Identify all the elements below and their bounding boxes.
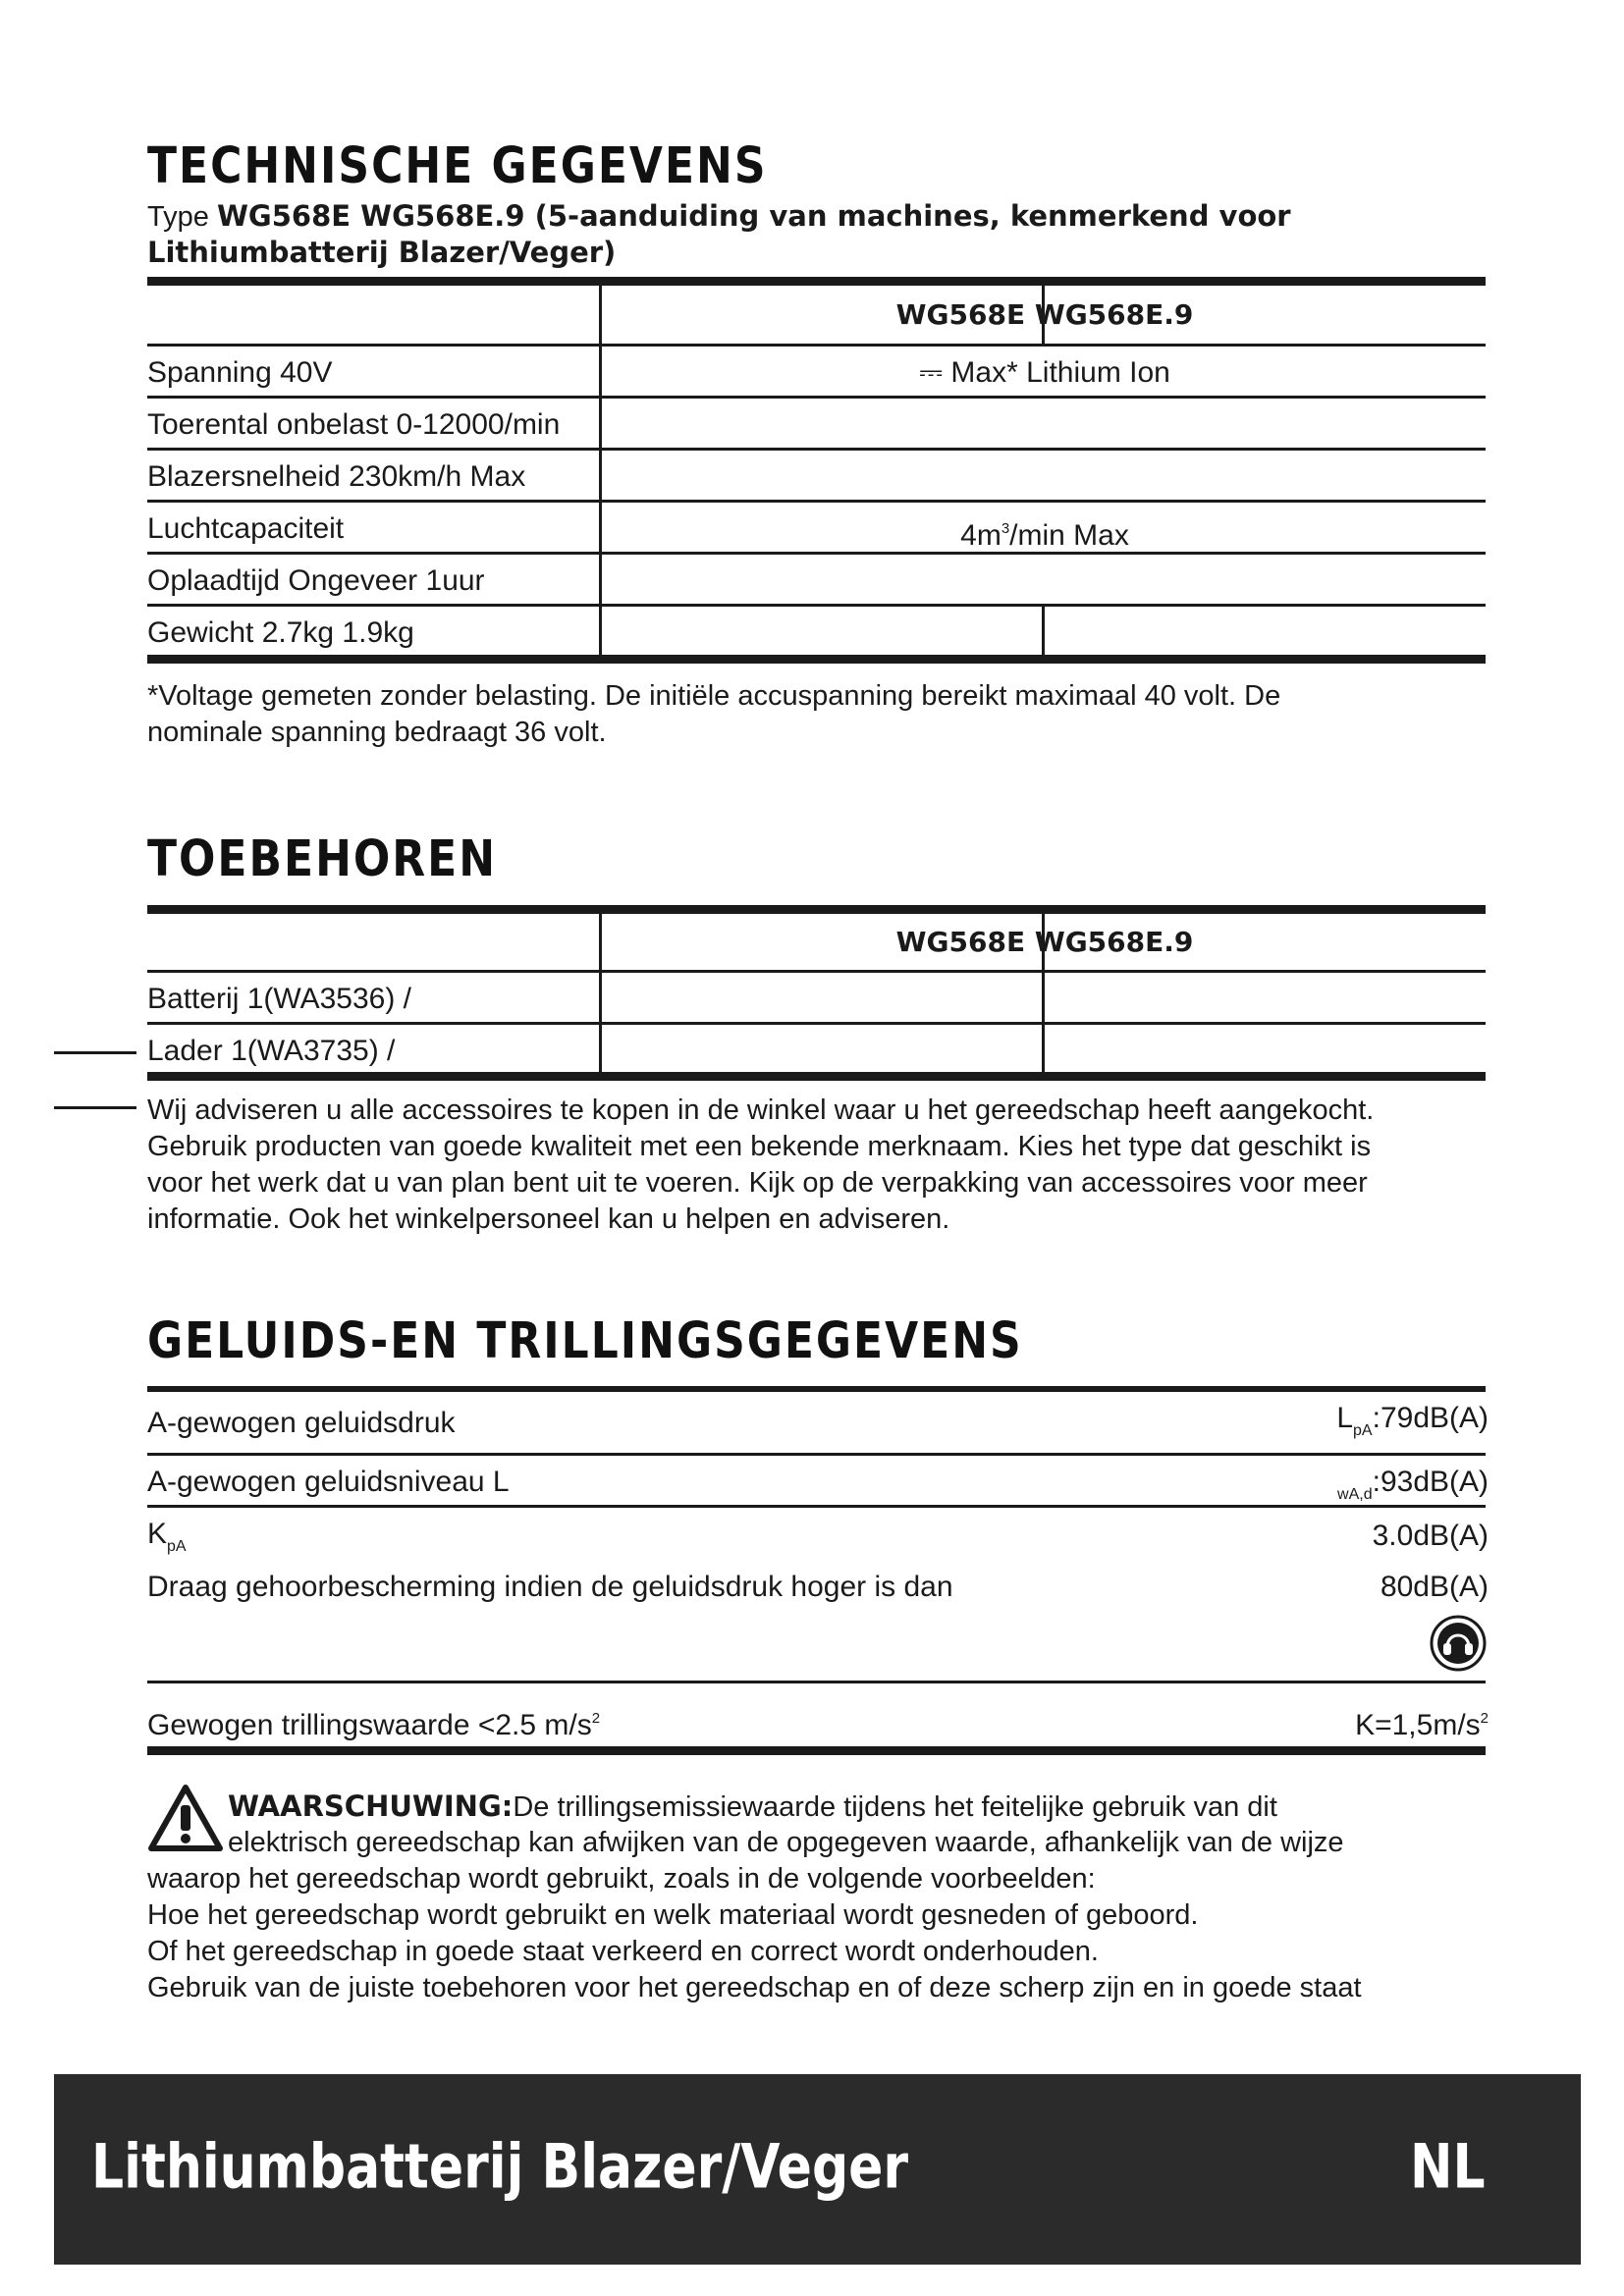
tech-row-label: Oplaadtijd Ongeveer 1uur (147, 564, 485, 597)
value-tail: :79dB(A) (1372, 1402, 1489, 1434)
table-bottom-rule (147, 1746, 1486, 1755)
warning-line-2: elektrisch gereedschap kan afwijken van de opgegeven waarde, afhankelijk van de wijze (228, 1827, 1344, 1858)
section-heading-technical: TECHNISCHE GEGEVENS (147, 137, 768, 195)
warning-line-1 (228, 1789, 1277, 1826)
label-sub: pA (167, 1538, 187, 1555)
ear-protection-icon (1429, 1614, 1488, 1673)
tech-table-header: WG568E WG568E.9 (895, 298, 1194, 331)
accessories-table-header: WG568E WG568E.9 (895, 926, 1194, 958)
value-tail: :93dB(A) (1372, 1466, 1489, 1498)
noise-row-value (1080, 1401, 1489, 1449)
warning-line-4: Hoe het gereedschap wordt gebruikt en welk materiaal wordt gesneden of geboord. (147, 1899, 1199, 1931)
row-rule (147, 500, 1486, 503)
warning-line-1-text: De trillingsemissiewaarde tijdens het feitelijke gebruik van dit (513, 1791, 1277, 1823)
warning-line-6: Gebruik van de juiste toebehoren voor het gereedschap en of deze scherp zijn en in goede staat (147, 1972, 1362, 2003)
vibration-value-text: K=1,5m/s (1355, 1709, 1481, 1741)
vibration-value-sup: 2 (1480, 1710, 1489, 1727)
noise-row-value: 3.0dB(A) (1372, 1520, 1489, 1552)
row-rule (147, 970, 1486, 973)
section-heading-noise: GELUIDS-EN TRILLINGSGEGEVENS (147, 1312, 1023, 1370)
table-top-rule (147, 905, 1486, 914)
accessories-para-3: voor het werk dat u van plan bent uit te voeren. Kijk op de verpakking van accessoires voor meer (147, 1167, 1368, 1199)
type-line (147, 198, 1291, 236)
value-sup: 3 (1001, 520, 1010, 537)
table-bottom-rule (147, 655, 1486, 664)
tech-row-label: Luchtcapaciteit (147, 512, 345, 545)
table-bottom-rule (147, 1072, 1486, 1081)
value-main: 4m (960, 519, 1001, 552)
table-top-rule (147, 1386, 1486, 1392)
row-rule (147, 396, 1486, 399)
tech-row-label: Toerental onbelast 0-12000/min (147, 408, 561, 441)
table-top-rule (147, 277, 1486, 286)
row-rule (147, 1681, 1486, 1683)
noise-row-label (147, 1517, 187, 1565)
margin-mark (54, 1106, 136, 1109)
tech-row-value (601, 355, 1489, 391)
section-heading-accessories: TOEBEHOREN (147, 830, 498, 888)
footer-title: Lithiumbatterij Blazer/Veger (91, 2132, 909, 2203)
row-rule (147, 604, 1486, 607)
noise-row-label: A-gewogen geluidsniveau L (147, 1466, 510, 1498)
warning-label: WAARSCHUWING: (228, 1789, 514, 1823)
accessories-para-1: Wij adviseren u alle accessoires te kopen in de winkel waar u het gereedschap heeft aangekocht. (147, 1095, 1375, 1126)
accessory-row-label: Lader 1(WA3735) / (147, 1035, 396, 1067)
vibration-value (1080, 1701, 1489, 1743)
vibration-label (147, 1701, 600, 1743)
row-rule (147, 448, 1486, 451)
label-main: K (147, 1518, 168, 1550)
noise-row-value: 80dB(A) (1380, 1571, 1489, 1603)
row-rule (147, 1505, 1486, 1508)
value-sub: pA (1353, 1422, 1373, 1439)
footnote-2: nominale spanning bedraagt 36 volt. (147, 717, 607, 748)
tech-row-value-text: Max* Lithium Ion (950, 356, 1170, 389)
dc-symbol-icon: ⎓ (919, 356, 944, 389)
noise-row-label: Draag gehoorbescherming indien de geluidsdruk hoger is dan (147, 1571, 953, 1603)
tech-row-label: Spanning 40V (147, 356, 333, 389)
row-rule (147, 1453, 1486, 1456)
type-bold-2: Lithiumbatterij Blazer/Veger) (147, 236, 617, 269)
row-rule (147, 344, 1486, 347)
tech-row-value (601, 511, 1489, 554)
tech-row-label: Gewicht 2.7kg 1.9kg (147, 616, 414, 649)
footer-language: NL (1410, 2132, 1486, 2203)
accessories-para-4: informatie. Ook het winkelpersoneel kan u helpen en adviseren. (147, 1203, 950, 1235)
vibration-label-text: Gewogen trillingswaarde <2.5 m/s (147, 1709, 592, 1741)
table-col-divider (599, 286, 602, 656)
footnote-1: *Voltage gemeten zonder belasting. De initiële accuspanning bereikt maximaal 40 volt. De (147, 680, 1281, 712)
value-tail: /min Max (1009, 519, 1129, 552)
type-bold-1: WG568E WG568E.9 (5-aanduiding van machines, kenmerkend voor (216, 199, 1291, 233)
warning-line-3: waarop het gereedschap wordt gebruikt, zoals in de volgende voorbeelden: (147, 1863, 1096, 1895)
warning-triangle-icon (147, 1784, 224, 1852)
value-sub: wA,d (1337, 1486, 1373, 1503)
warning-line-5: Of het gereedschap in goede staat verkeerd en correct wordt onderhouden. (147, 1936, 1099, 1967)
value-main: L (1336, 1402, 1354, 1434)
type-prefix: Type (147, 201, 209, 233)
noise-row-label: A-gewogen geluidsdruk (147, 1407, 456, 1439)
vibration-label-sup: 2 (591, 1710, 601, 1727)
margin-mark (54, 1051, 136, 1054)
row-rule (147, 1022, 1486, 1025)
table-col-divider-3 (1042, 606, 1045, 656)
accessories-para-2: Gebruik producten van goede kwaliteit met een bekende merknaam. Kies het type dat geschikt is (147, 1131, 1372, 1162)
tech-row-label: Blazersnelheid 230km/h Max (147, 460, 526, 493)
accessory-row-label: Batterij 1(WA3536) / (147, 983, 411, 1015)
row-rule (147, 552, 1486, 555)
